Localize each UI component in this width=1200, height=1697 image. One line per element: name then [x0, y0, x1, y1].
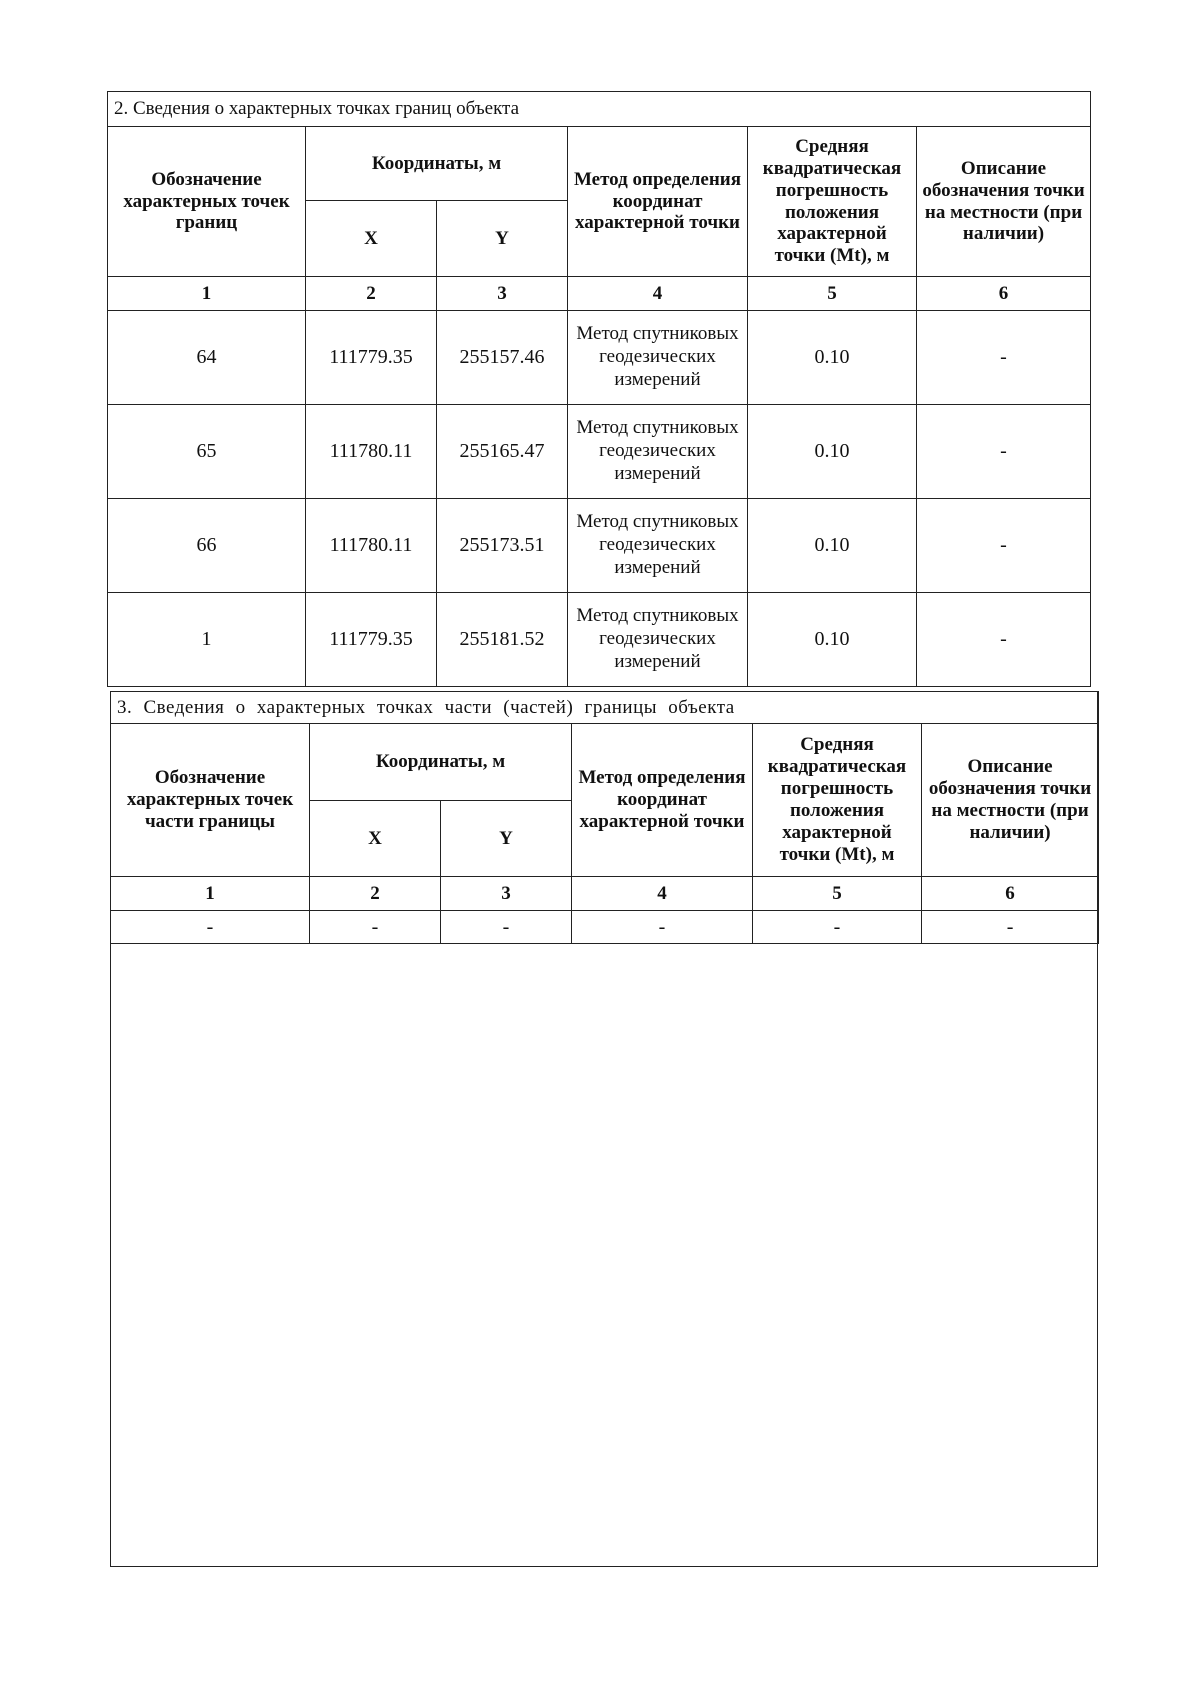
- column-number: 6: [917, 277, 1091, 311]
- coord-y: 255165.47: [437, 405, 568, 499]
- coord-y: 255181.52: [437, 593, 568, 687]
- column-number: 2: [306, 277, 437, 311]
- header-coordinates: Координаты, м: [310, 724, 572, 801]
- table-row: [108, 499, 1091, 593]
- method-cell: Метод спутниковых геодезических измерений: [568, 499, 748, 593]
- header-x: X: [306, 201, 437, 277]
- header-coordinates: Координаты, м: [306, 127, 568, 201]
- point-designation: 66: [108, 499, 306, 593]
- description-cell: -: [917, 405, 1091, 499]
- error-cell: 0.10: [748, 499, 917, 593]
- error-cell: -: [753, 911, 922, 944]
- error-cell: 0.10: [748, 311, 917, 405]
- method-cell: Метод спутниковых геодезических измерений: [568, 593, 748, 687]
- coord-x: 111780.11: [306, 405, 437, 499]
- column-number: 6: [922, 877, 1099, 911]
- header-x: X: [310, 801, 441, 877]
- coord-x: 111779.35: [306, 311, 437, 405]
- column-number: 2: [310, 877, 441, 911]
- description-cell: -: [917, 593, 1091, 687]
- table-row: [111, 911, 1099, 944]
- header-description: Описание обозначения точки на местности (при наличии): [917, 127, 1091, 277]
- header-y: Y: [437, 201, 568, 277]
- error-cell: 0.10: [748, 593, 917, 687]
- error-cell: 0.10: [748, 405, 917, 499]
- column-number: 5: [753, 877, 922, 911]
- coord-x: 111779.35: [306, 593, 437, 687]
- section2-title: 2. Сведения о характерных точках границ объекта: [108, 92, 1091, 127]
- method-cell: -: [572, 911, 753, 944]
- column-number: 3: [437, 277, 568, 311]
- table-row: [108, 593, 1091, 687]
- header-y: Y: [441, 801, 572, 877]
- header-method: Метод определения координат характерной точки: [572, 724, 753, 877]
- header-method: Метод определения координат характерной точки: [568, 127, 748, 277]
- coord-x: 111780.11: [306, 499, 437, 593]
- column-number: 1: [108, 277, 306, 311]
- header-error: Средняя квадратическая погрешность положения характерной точки (Mt), м: [753, 724, 922, 877]
- section3-table: [110, 691, 1099, 944]
- point-designation: 1: [108, 593, 306, 687]
- point-designation: 65: [108, 405, 306, 499]
- column-number: 3: [441, 877, 572, 911]
- header-description: Описание обозначения точки на местности (при наличии): [922, 724, 1099, 877]
- description-cell: -: [922, 911, 1099, 944]
- method-cell: Метод спутниковых геодезических измерений: [568, 311, 748, 405]
- header-error: Средняя квадратическая погрешность положения характерной точки (Mt), м: [748, 127, 917, 277]
- description-cell: -: [917, 311, 1091, 405]
- section3-title: 3. Сведения о характерных точках части (частей) границы объекта: [111, 692, 1099, 724]
- coord-y: 255173.51: [437, 499, 568, 593]
- column-number: 1: [111, 877, 310, 911]
- header-designation: Обозначение характерных точек части границы: [111, 724, 310, 877]
- column-number: 4: [572, 877, 753, 911]
- section2-table: [107, 91, 1091, 687]
- point-designation: 64: [108, 311, 306, 405]
- header-designation: Обозначение характерных точек границ: [108, 127, 306, 277]
- column-number: 4: [568, 277, 748, 311]
- coord-y: 255157.46: [437, 311, 568, 405]
- table-row: [108, 311, 1091, 405]
- table-row: [108, 405, 1091, 499]
- method-cell: Метод спутниковых геодезических измерений: [568, 405, 748, 499]
- coord-y: -: [441, 911, 572, 944]
- column-number: 5: [748, 277, 917, 311]
- coord-x: -: [310, 911, 441, 944]
- point-designation: -: [111, 911, 310, 944]
- description-cell: -: [917, 499, 1091, 593]
